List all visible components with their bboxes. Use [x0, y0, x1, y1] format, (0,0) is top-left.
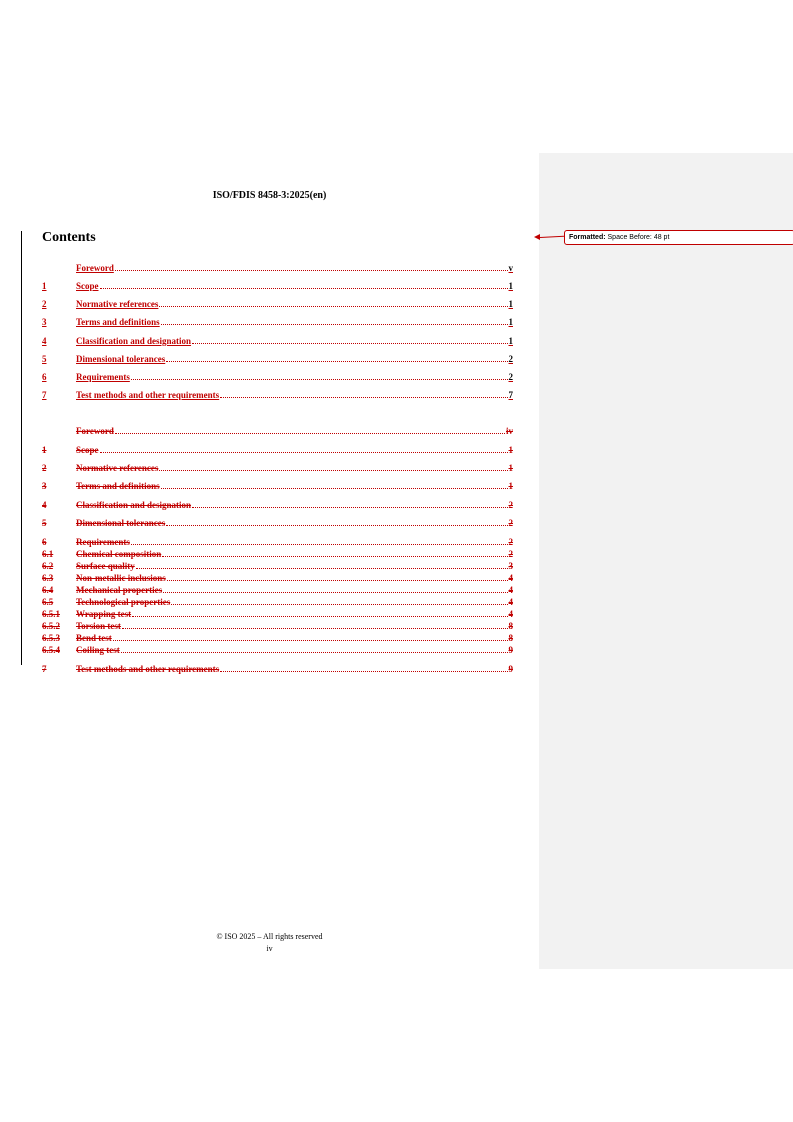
toc-entry-page: 1: [508, 317, 513, 327]
toc-entry-page: 2: [508, 372, 513, 382]
toc-entry-number: 4: [42, 336, 47, 346]
footer-page-number: iv: [266, 944, 273, 953]
toc-dot-leader: [100, 444, 508, 453]
toc-entry-page: 4: [508, 573, 513, 583]
toc-dot-leader: [167, 572, 508, 581]
toc-dot-leader: [161, 480, 508, 489]
toc-entry-page: 9: [508, 645, 513, 655]
toc-entry-page: 7: [508, 390, 513, 400]
toc-entry-title: Chemical composition: [76, 549, 162, 559]
toc-entry[interactable]: [42, 572, 513, 584]
toc-entry-page: 4: [508, 585, 513, 595]
toc-entry-title: Coiling test: [76, 645, 120, 655]
toc-entry-page: 1: [508, 445, 513, 455]
toc-entry-number: 6: [42, 372, 47, 382]
footer-copyright: © ISO 2025 – All rights reserved: [216, 932, 323, 941]
toc-dot-leader: [166, 353, 507, 362]
toc-entry-number: 5: [42, 354, 47, 364]
toc-entry-page: 2: [508, 500, 513, 510]
formatting-comment-balloon[interactable]: [564, 230, 793, 245]
toc-dot-leader: [131, 371, 508, 380]
toc-entry-title: Dimensional tolerances: [76, 354, 166, 364]
toc-entry-number: 4: [42, 500, 47, 510]
toc-entry-title: Foreword: [76, 263, 114, 273]
toc-entry-number: 6.2: [42, 561, 54, 571]
toc-entry-title: Technological properties: [76, 597, 171, 607]
toc-entry-number: 6.5.2: [42, 621, 60, 631]
toc-entry-page: 1: [508, 336, 513, 346]
toc-entry-title: Scope: [76, 281, 99, 291]
document-header: ISO/FDIS 8458-3:2025(en): [212, 190, 327, 201]
toc-entry[interactable]: [42, 480, 513, 492]
toc-entry-number: 7: [42, 390, 47, 400]
toc-entry-page: v: [508, 263, 513, 273]
toc-entry[interactable]: [42, 444, 513, 456]
toc-entry-number: 1: [42, 281, 47, 291]
toc-entry[interactable]: [42, 620, 513, 632]
toc-dot-leader: [220, 663, 507, 672]
toc-entry[interactable]: [42, 371, 513, 383]
toc-dot-leader: [132, 608, 507, 617]
toc-entry[interactable]: [42, 663, 513, 675]
change-bar: [21, 231, 22, 665]
toc-entry-title: Mechanical properties: [76, 585, 163, 595]
toc-entry-title: Scope: [76, 445, 99, 455]
toc-entry[interactable]: [42, 608, 513, 620]
toc-entry-page: 4: [508, 597, 513, 607]
toc-entry[interactable]: [42, 632, 513, 644]
toc-dot-leader: [100, 280, 508, 289]
toc-entry[interactable]: [42, 536, 513, 548]
toc-entry-title: Test methods and other requirements: [76, 390, 220, 400]
comment-label: Formatted:: [569, 234, 606, 241]
toc-entry-page: 1: [508, 299, 513, 309]
toc-dot-leader: [163, 584, 507, 593]
toc-entry-number: 6.5.4: [42, 645, 60, 655]
toc-entry-page: 8: [508, 621, 513, 631]
toc-entry[interactable]: [42, 584, 513, 596]
toc-dot-leader: [113, 632, 508, 641]
comment-arrow-icon: [534, 234, 540, 240]
toc-entry-page: 8: [508, 633, 513, 643]
contents-title: Contents: [42, 230, 96, 245]
toc-dot-leader: [161, 316, 508, 325]
toc-entry-title: Terms and definitions: [76, 317, 160, 327]
toc-entry[interactable]: [42, 425, 513, 437]
toc-entry-number: 6.5.1: [42, 609, 60, 619]
toc-entry[interactable]: [42, 548, 513, 560]
toc-entry[interactable]: [42, 262, 513, 274]
toc-entry-page: 4: [508, 609, 513, 619]
toc-entry-title: Requirements: [76, 537, 130, 547]
toc-entry-number: 5: [42, 518, 47, 528]
toc-dot-leader: [159, 462, 507, 471]
toc-entry[interactable]: [42, 462, 513, 474]
toc-entry[interactable]: [42, 560, 513, 572]
comment-text: Space Before: 48 pt: [607, 234, 670, 241]
toc-entry-page: 3: [508, 561, 513, 571]
toc-entry-page: 1: [508, 481, 513, 491]
toc-entry-title: Terms and definitions: [76, 481, 160, 491]
toc-entry-title: Non-metallic inclusions: [76, 573, 166, 583]
toc-entry-title: Requirements: [76, 372, 130, 382]
toc-entry[interactable]: [42, 335, 513, 347]
toc-entry-number: 2: [42, 299, 47, 309]
toc-entry-title: Normative references: [76, 299, 159, 309]
toc-entry-number: 2: [42, 463, 47, 473]
toc-dot-leader: [171, 596, 507, 605]
toc-dot-leader: [122, 620, 508, 629]
toc-dot-leader: [115, 425, 505, 434]
toc-entry[interactable]: [42, 499, 513, 511]
toc-entry-number: 6.5: [42, 597, 54, 607]
toc-entry-page: 2: [508, 354, 513, 364]
toc-entry-page: 9: [508, 664, 513, 674]
toc-dot-leader: [121, 644, 508, 653]
toc-entry-number: 3: [42, 317, 47, 327]
toc-entry-title: Classification and designation: [76, 336, 192, 346]
toc-entry[interactable]: [42, 280, 513, 292]
toc-entry-title: Test methods and other requirements: [76, 664, 220, 674]
toc-entry-page: 2: [508, 537, 513, 547]
toc-entry[interactable]: [42, 644, 513, 656]
toc-entry-title: Wrapping test: [76, 609, 132, 619]
toc-entry-number: 6.4: [42, 585, 54, 595]
toc-entry-number: 6.1: [42, 549, 54, 559]
toc-entry-page: iv: [505, 426, 513, 436]
toc-dot-leader: [159, 298, 507, 307]
toc-entry-number: 3: [42, 481, 47, 491]
toc-entry-page: 2: [508, 549, 513, 559]
toc-dot-leader: [136, 560, 508, 569]
toc-entry-number: 7: [42, 664, 47, 674]
toc-entry[interactable]: [42, 316, 513, 328]
toc-entry-title: Normative references: [76, 463, 159, 473]
toc-entry-title: Dimensional tolerances: [76, 518, 166, 528]
toc-dot-leader: [192, 335, 507, 344]
toc-entry-number: 6.3: [42, 573, 54, 583]
markup-pane: [539, 153, 793, 969]
toc-dot-leader: [162, 548, 507, 557]
toc-entry-page: 1: [508, 281, 513, 291]
toc-entry-page: 1: [508, 463, 513, 473]
toc-dot-leader: [192, 499, 507, 508]
toc-entry-title: Surface quality: [76, 561, 135, 571]
toc-dot-leader: [115, 262, 508, 271]
toc-entry[interactable]: [42, 389, 513, 401]
toc-dot-leader: [166, 517, 507, 526]
toc-entry[interactable]: [42, 353, 513, 365]
toc-dot-leader: [131, 536, 508, 545]
toc-entry-title: Foreword: [76, 426, 114, 436]
toc-entry-number: 6: [42, 537, 47, 547]
toc-entry-page: 2: [508, 518, 513, 528]
toc-dot-leader: [220, 389, 507, 398]
toc-entry[interactable]: [42, 298, 513, 310]
toc-entry-title: Torsion test: [76, 621, 121, 631]
toc-entry-number: 6.5.3: [42, 633, 60, 643]
toc-entry[interactable]: [42, 596, 513, 608]
toc-entry[interactable]: [42, 517, 513, 529]
toc-entry-number: 1: [42, 445, 47, 455]
toc-entry-title: Classification and designation: [76, 500, 192, 510]
toc-entry-title: Bend test: [76, 633, 112, 643]
